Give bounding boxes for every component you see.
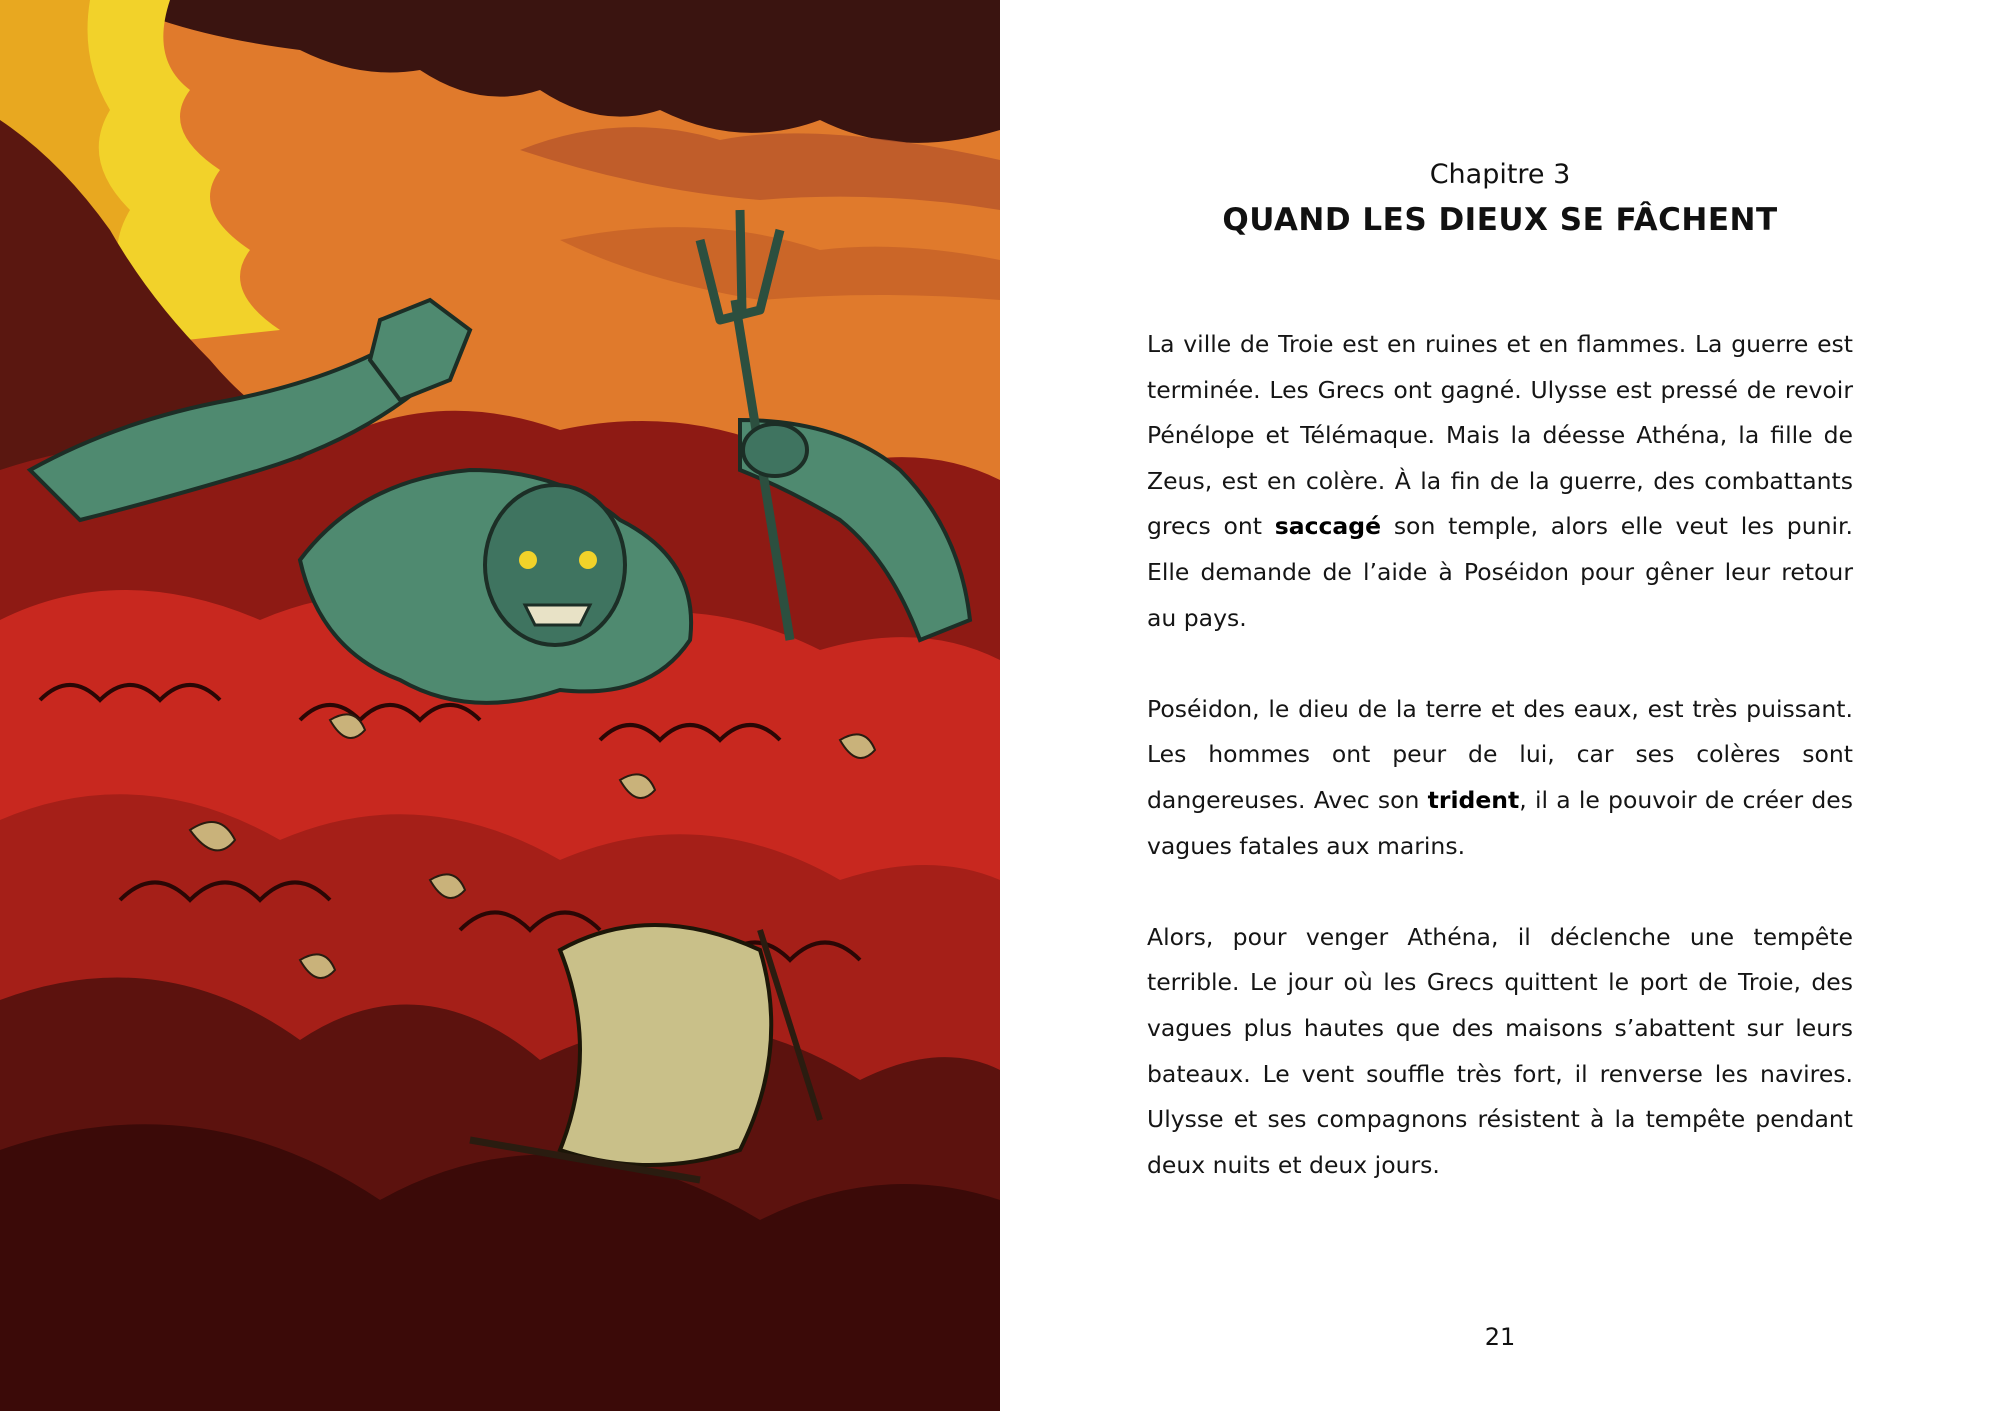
paragraph — [1147, 687, 1853, 869]
paragraph — [1147, 915, 1853, 1189]
page-number: 21 — [1484, 1323, 1516, 1351]
poseidon-eye — [579, 551, 597, 569]
chapter-label: Chapitre 3 — [1429, 159, 1571, 190]
paragraph-text: son temple, alors elle veut les punir. Elle demande de l’aide à Poséidon pour gêner leur retour au pays. — [1147, 512, 1853, 632]
glossary-term: trident — [1427, 785, 1520, 814]
paragraph-text: , il a le pouvoir de créer des vagues fatales aux marins. — [1147, 785, 1853, 860]
body-text — [1147, 322, 1853, 1234]
paragraph-text: Alors, pour venger Athéna, il déclenche une tempête terrible. Le jour où les Grecs quittent le port de Troie, des vagues plus hautes que des maisons s’abattent sur leurs bateaux. Le vent souffle très fort, il renverse les navires. Ulysse et ses compagnons résistent à la tempête pendant deux nuits et deux jours. — [1147, 922, 1853, 1179]
poseidon-teeth — [525, 605, 590, 625]
paragraph-text: Poséidon, le dieu de la terre et des eaux, est très puissant. Les hommes ont peur de lui, car ses colères sont dangereuses. Avec son — [1147, 694, 1853, 814]
poseidon-eye — [519, 551, 537, 569]
text-page — [1000, 0, 2000, 1411]
ship-sail — [560, 925, 771, 1165]
chapter-title: QUAND LES DIEUX SE FÂCHENT — [1222, 202, 1778, 238]
paragraph-text: La ville de Troie est en ruines et en flammes. La guerre est terminée. Les Grecs ont gagné. Ulysse est pressé de revoir Pénélope et Télémaque. Mais la déesse Athéna, la fille de Zeus, est en colère. À la fin de la guerre, des combattants grecs ont — [1147, 330, 1853, 541]
glossary-term: saccagé — [1274, 512, 1382, 541]
poseidon-right-hand — [743, 424, 807, 476]
paragraph — [1147, 322, 1853, 641]
